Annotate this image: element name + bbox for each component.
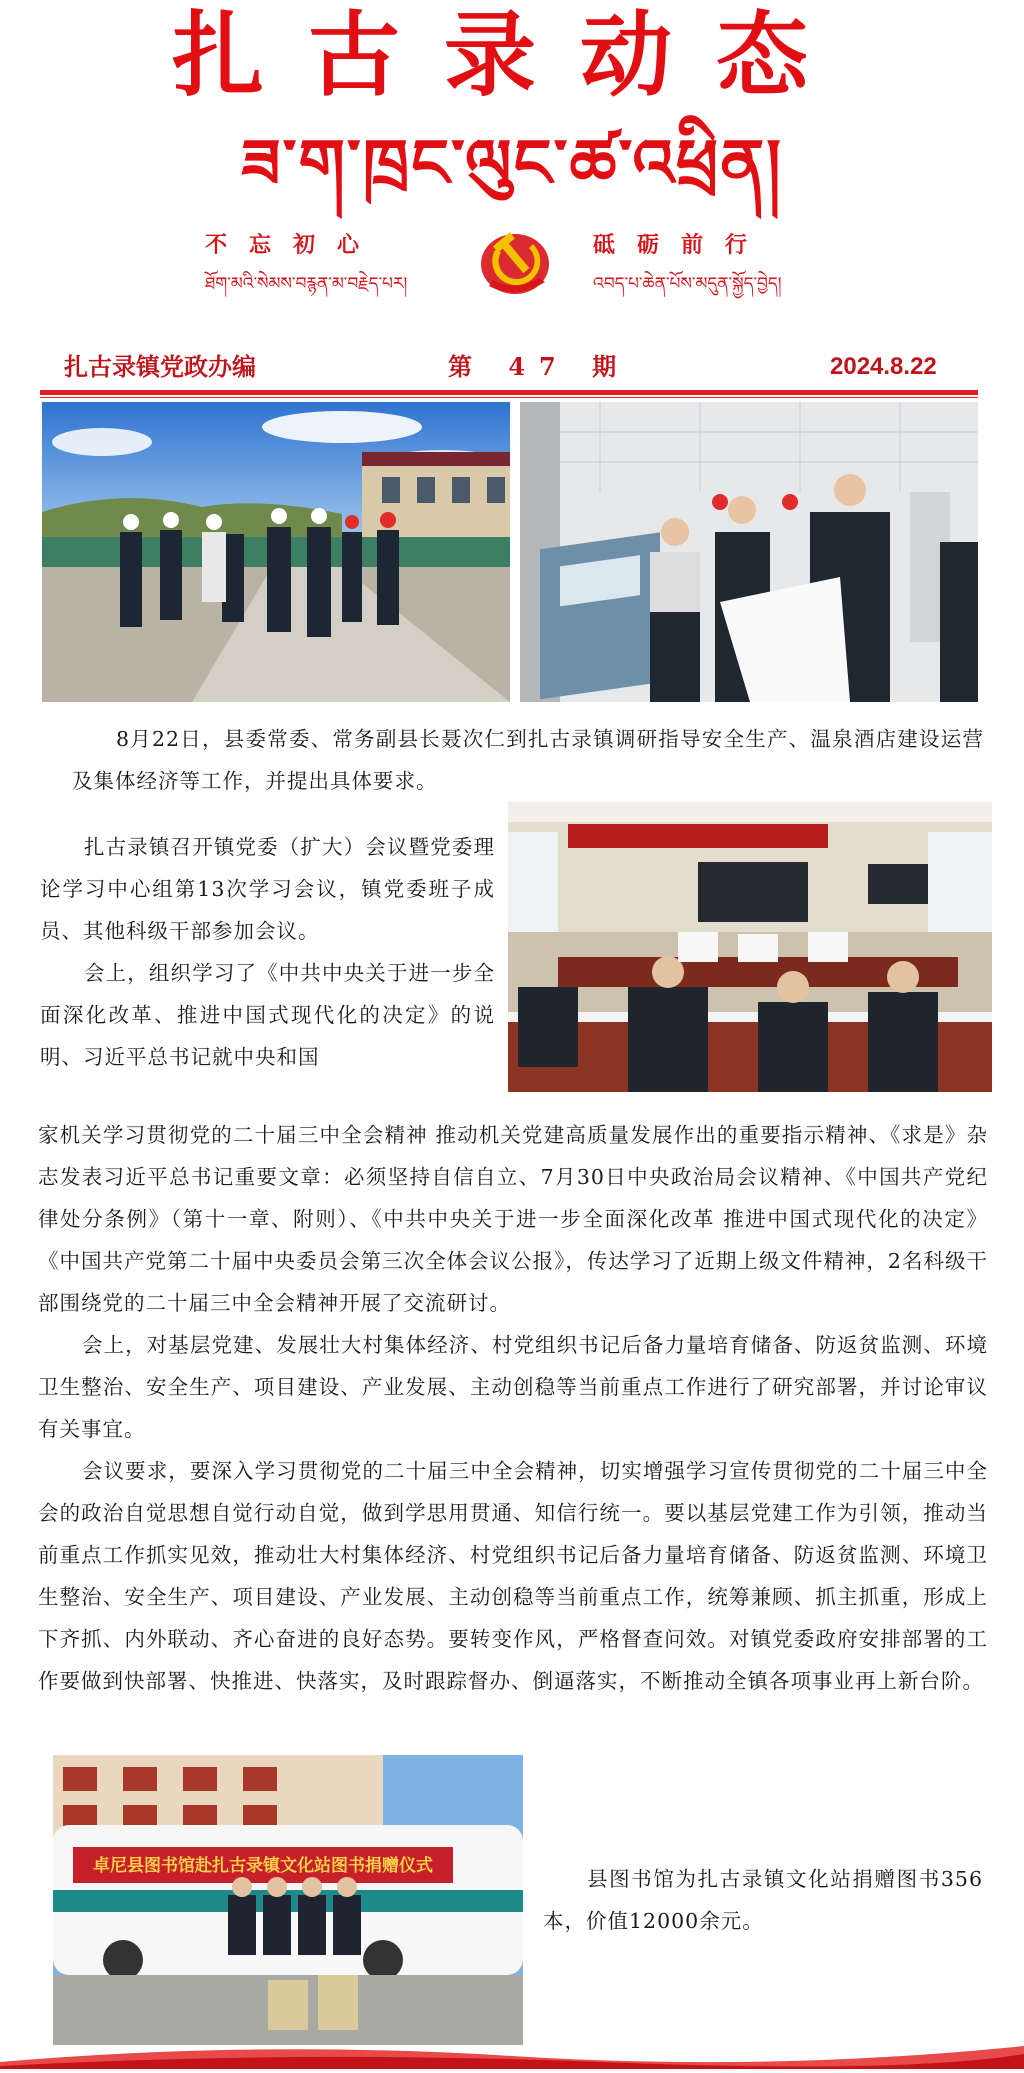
slogan-right-tibetan: འབད་པ་ཆེན་པོས་མདུན་སྐྱོད་བྱེད། xyxy=(593,274,782,294)
article-2-intro xyxy=(40,826,495,1078)
article-2-paragraph-2-start: 会上，组织学习了《中共中央关于进一步全面深化改革、推进中国式现代化的决定》的说明、习近平总书记就中央和国 xyxy=(40,961,495,1069)
photo-party-meeting xyxy=(508,802,992,1092)
slogan-right: 砥砺前行 xyxy=(593,232,770,258)
photo-site-inspection xyxy=(42,402,510,702)
issue-date: 2024.8.22 xyxy=(830,353,937,380)
article-2-paragraph-4: 会议要求，要深入学习贯彻党的二十届三中全会精神，切实增强学习宣传贯彻党的二十届三中全会的政治自觉思想自觉行动自觉，做到学思用贯通、知信行统一。要以基层党建工作为引领，推动当前重点工作抓实见效，推动壮大村集体经济、村党组织书记后备力量培育储备、防返贫监测、环境卫生整治、安全生产、项目建设、产业发展、主动创稳等当前重点工作，统筹兼顾、抓主抓重，形成上下齐抓、内外联动、齐心奋进的良好态势。要转变作风，严格督查问效。对镇党委政府安排部署的工作要做到快部署、快推进、快落实，及时跟踪督办、倒逼落实，不断推动全镇各项事业再上新台阶。 xyxy=(38,1459,988,1693)
slogan-left: 不忘初心 xyxy=(205,232,382,258)
article-2-paragraph-2-cont: 家机关学习贯彻党的二十届三中全会精神 推动机关党建高质量发展作出的重要指示精神、《求是》杂志发表习近平总书记重要文章：必须坚持自信自立、7月30日中央政治局会议精神、《中国共产党纪律处分条例》（第十一章、附则）、《中共中央关于进一步全面深化改革 推进中国式现代化的决定》《中国共产党第二十届中央委员会第三次全体会议公报》，传达学习了近期上级文件精神，2名科级干部围绕党的二十届三中全会精神开展了交流研讨。 xyxy=(38,1123,988,1315)
article-2-body xyxy=(38,1114,988,1702)
header-divider xyxy=(40,390,978,395)
donation-banner-text: 卓尼县图书馆赴扎古录镇文化站图书捐赠仪式 xyxy=(93,1856,433,1876)
newsletter-title: 扎古录动态 xyxy=(171,1,852,109)
footer-decoration xyxy=(0,2040,1024,2069)
photo-plan-review xyxy=(520,402,978,702)
issue-number: 第 47 期 xyxy=(448,352,631,381)
photo-book-donation xyxy=(53,1755,523,2045)
article-1-text: 8月22日，县委常委、常务副县长聂次仁到扎古录镇调研指导安全生产、温泉酒店建设运营及集体经济等工作，并提出具体要求。 xyxy=(72,727,984,793)
header-divider-thin xyxy=(40,397,978,398)
editor-label: 扎古录镇党政办编 xyxy=(64,352,256,381)
article-2-paragraph-1: 扎古录镇召开镇党委（扩大）会议暨党委理论学习中心组第13次学习会议，镇党委班子成员、其他科级干部参加会议。 xyxy=(40,835,495,943)
article-2-paragraph-3: 会上，对基层党建、发展壮大村集体经济、村党组织书记后备力量培育储备、防返贫监测、环境卫生整治、安全生产、项目建设、产业发展、主动创稳等当前重点工作进行了研究部署，并讨论审议有关事宜。 xyxy=(38,1333,988,1441)
party-emblem-icon xyxy=(475,220,555,300)
slogan-left-tibetan: ཐོག་མའི་སེམས་བརྙན་མ་བརྗེད་པར། xyxy=(205,274,408,294)
article-3-text: 县图书馆为扎古录镇文化站捐赠图书356本，价值12000余元。 xyxy=(543,1867,983,1933)
newsletter-title-tibetan: ཟ་ག་ཁྲང་ལུང་ཚ་འཕྲིན། xyxy=(241,124,783,202)
